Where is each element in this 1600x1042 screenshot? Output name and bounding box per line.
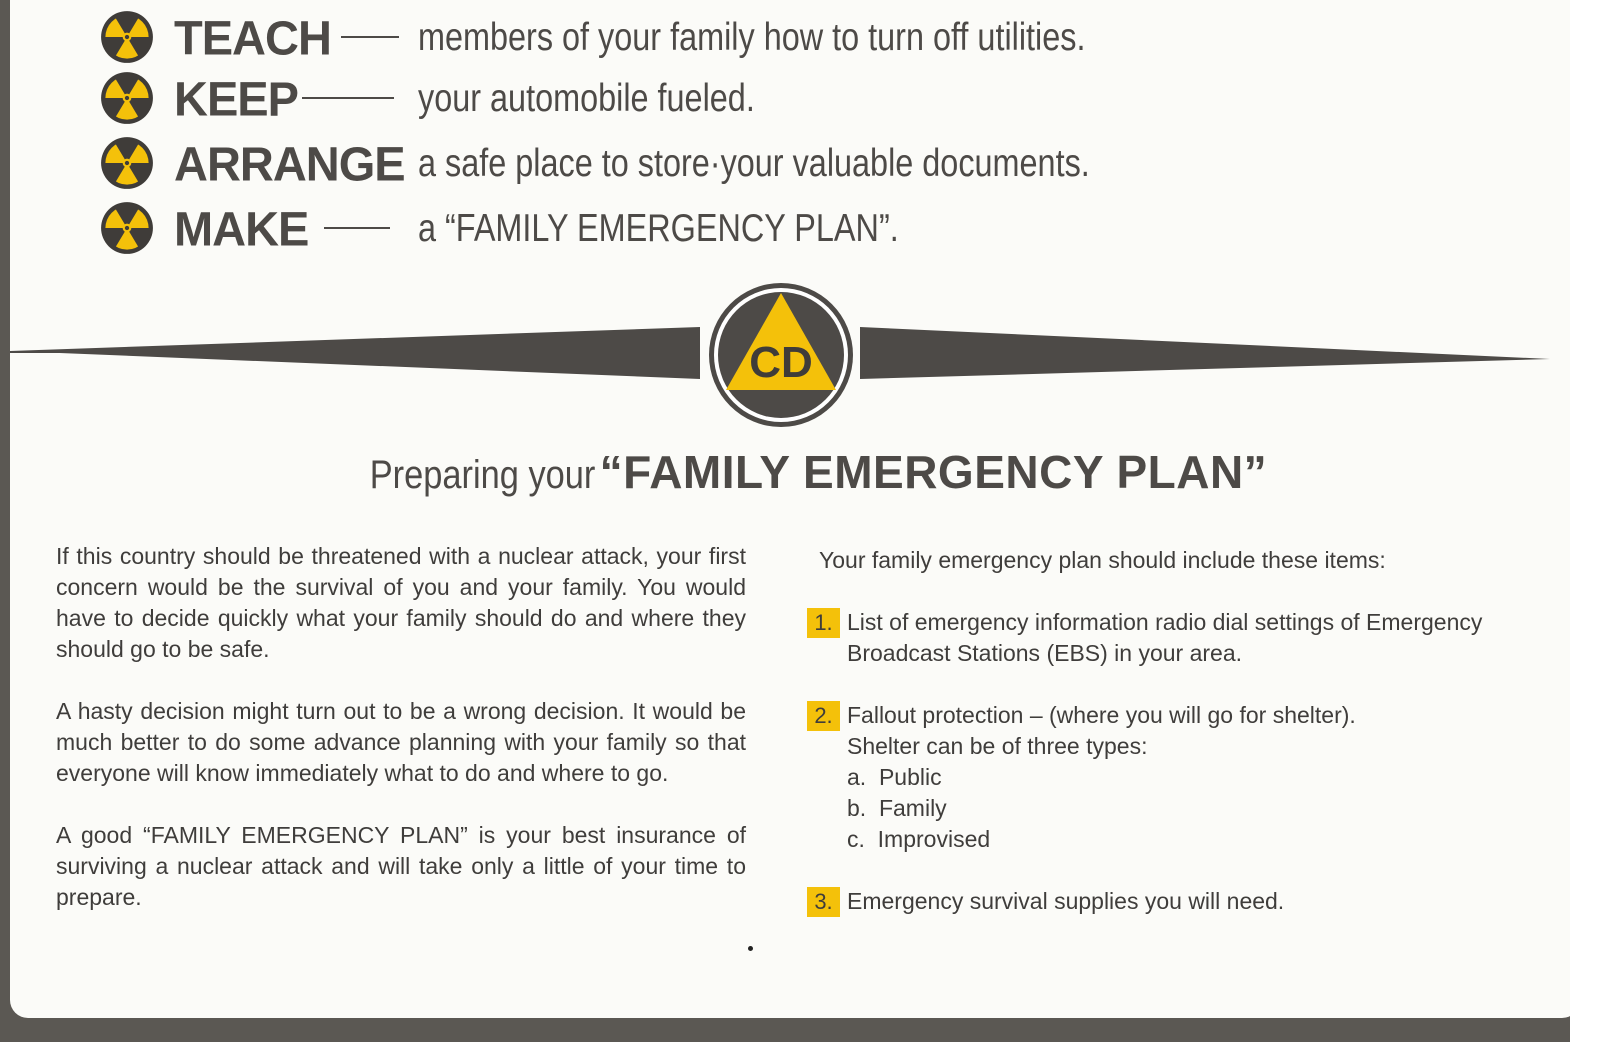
paragraph: If this country should be threatened with a nuclear attack, your first concern would be the survival of you and your family. You would have to decide quickly what your family should do and where they should go to be safe. (56, 543, 746, 662)
fallout-shelter-icon (100, 10, 154, 64)
action-text: a “FAMILY EMERGENCY PLAN”. (418, 205, 899, 250)
fallout-shelter-icon (100, 136, 154, 190)
plan-intro: Your family emergency plan should include these items: (819, 547, 1386, 573)
item-number-badge: 2. (807, 701, 840, 731)
paragraph: A hasty decision might turn out to be a wrong decision. It would be much better to do some advance planning with your family so that everyone will know immediately what to do and where to go. (56, 698, 746, 786)
paragraph: A good “FAMILY EMERGENCY PLAN” is your best insurance of surviving a nuclear attack and will take only a little of your time to prepare. (56, 822, 746, 910)
item-text-secondary: Shelter can be of three types: (847, 733, 1148, 759)
title-emphasis: “FAMILY EMERGENCY PLAN” (599, 446, 1268, 498)
title-lead: Preparing your (369, 453, 596, 497)
item-number-badge: 3. (807, 887, 840, 917)
action-verb: MAKE (174, 200, 309, 256)
shelter-type: b. Family (847, 795, 947, 821)
fallout-shelter-icon (100, 201, 154, 255)
action-text: your automobile fueled. (418, 75, 755, 120)
intro-text-column (56, 541, 746, 944)
item-number-badge: 1. (807, 608, 840, 638)
item-text: Fallout protection – (where you will go for shelter). (847, 702, 1356, 728)
shelter-types-list (847, 762, 1537, 855)
action-item-teach (100, 7, 1300, 67)
plan-items-column (807, 545, 1537, 948)
dash-rule (324, 227, 390, 229)
fallout-shelter-icon (100, 71, 154, 125)
action-item-make (100, 198, 1300, 258)
action-item-keep (100, 68, 1300, 128)
shelter-type: c. Improvised (847, 826, 991, 852)
item-text: List of emergency information radio dial settings of Emergency Broadcast Stations (EBS) in your area. (847, 609, 1483, 666)
dash-rule (341, 36, 399, 38)
action-verb: ARRANGE (174, 135, 405, 191)
page-edge (1570, 0, 1600, 1042)
shelter-type: a. Public (847, 764, 942, 790)
action-text: members of your family how to turn off utilities. (418, 14, 1086, 59)
section-title (0, 445, 1600, 499)
plan-item-shelter (807, 700, 1537, 855)
item-text: Emergency survival supplies you will need. (847, 888, 1285, 914)
right-wing (860, 327, 1550, 379)
action-verb: TEACH (174, 9, 331, 65)
dash-rule (302, 97, 394, 99)
action-verb: KEEP (174, 70, 298, 126)
action-item-arrange (100, 133, 1300, 193)
print-speck (748, 946, 753, 951)
civil-defense-emblem (706, 283, 856, 433)
action-text: a safe place to store·your valuable documents. (418, 140, 1090, 185)
plan-item-supplies (807, 886, 1537, 917)
emblem-letters: CD (749, 338, 813, 387)
plan-item-radio (807, 607, 1537, 669)
